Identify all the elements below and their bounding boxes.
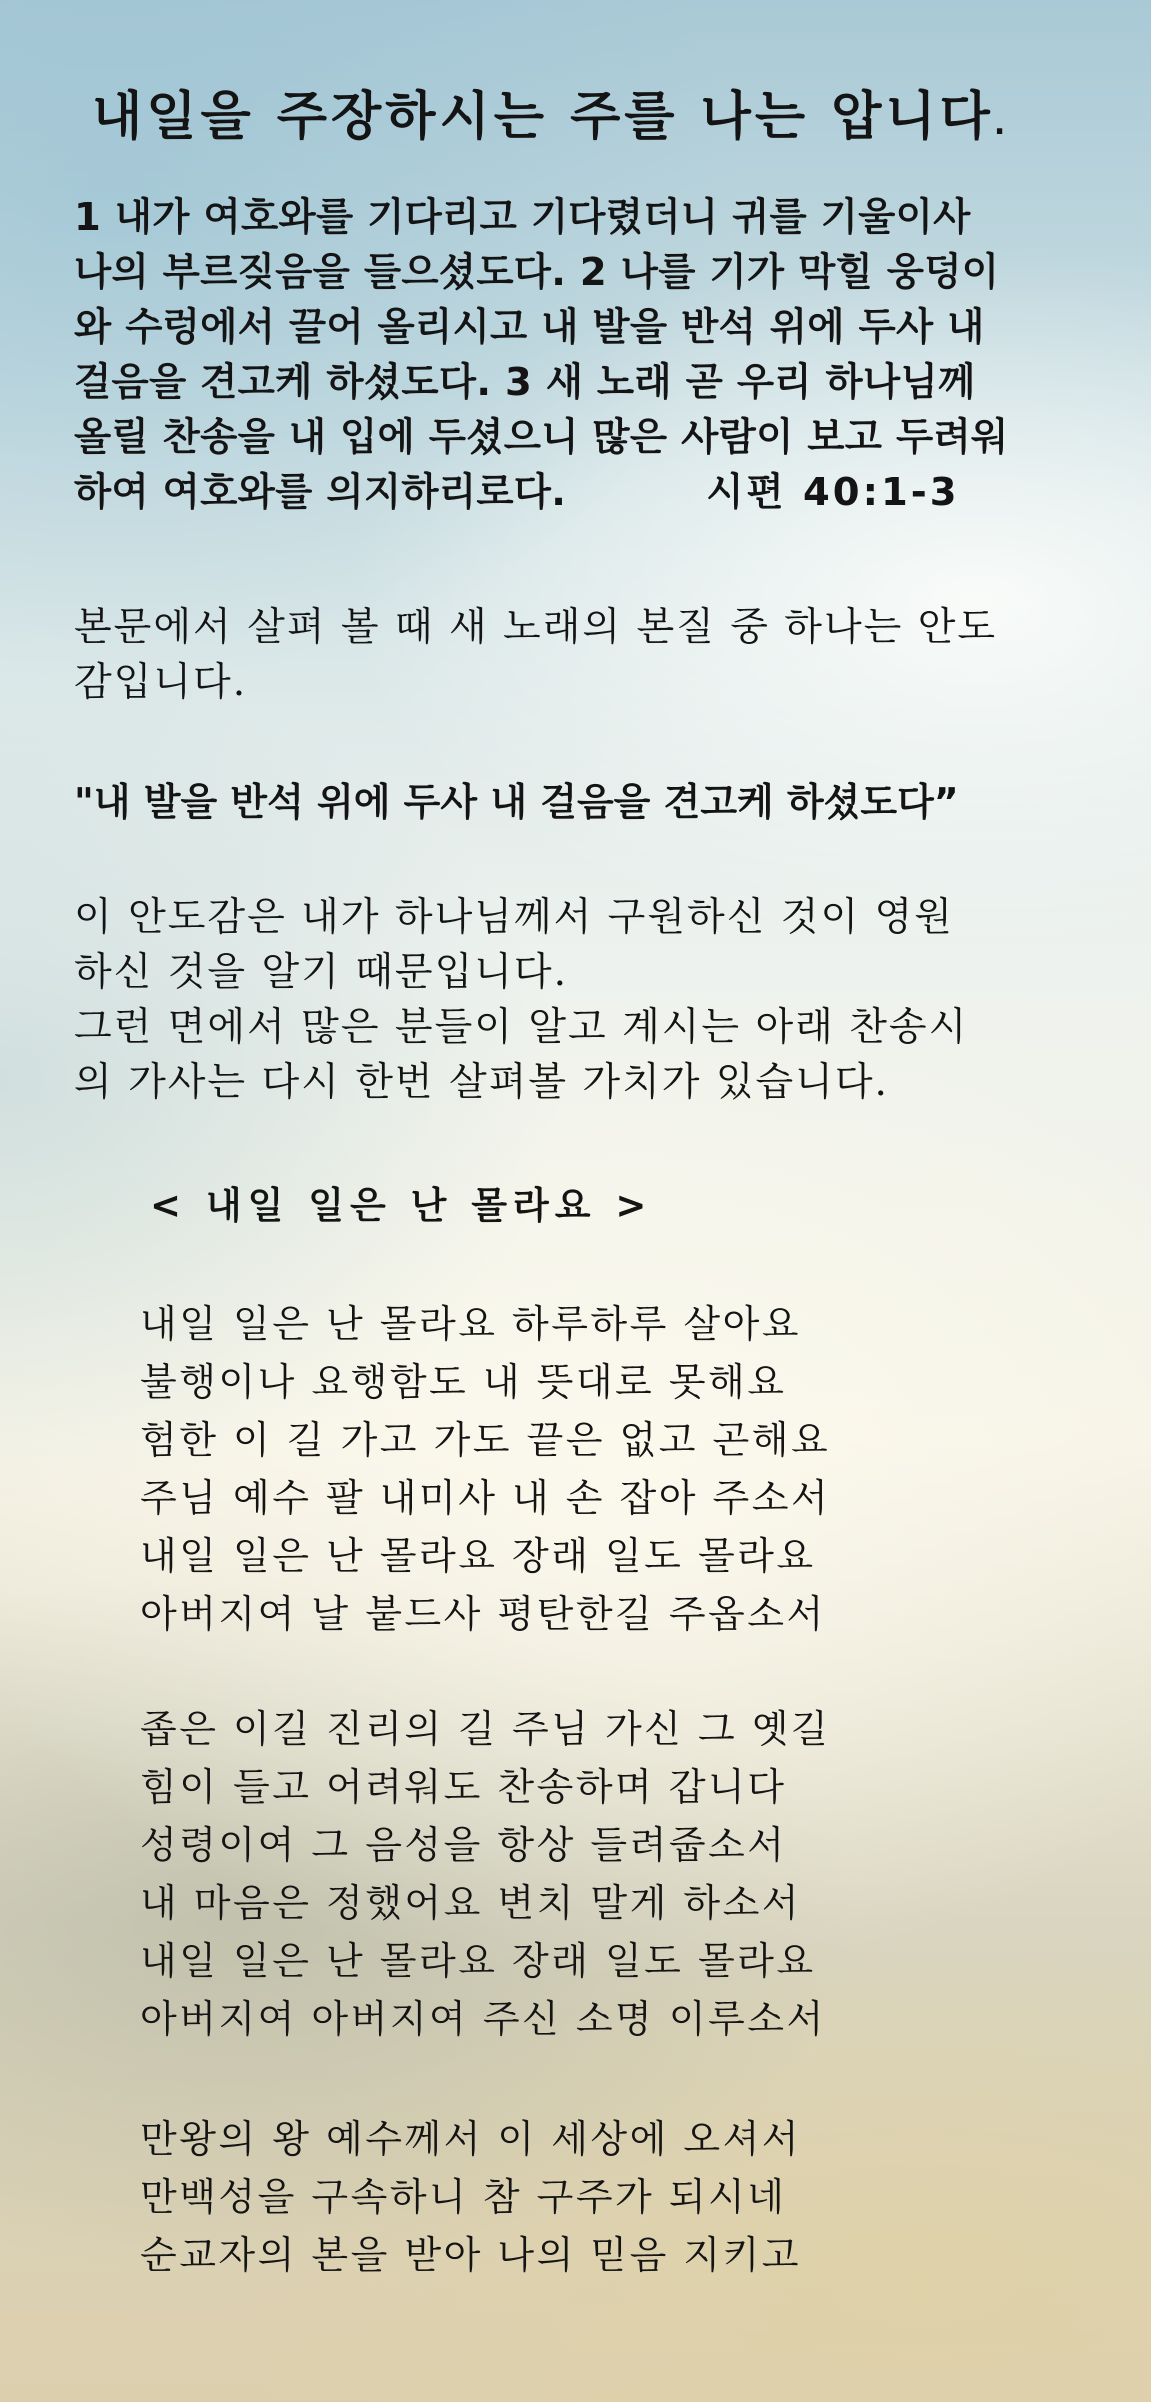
lyric-line: 아버지여 아버지여 주신 소명 이루소서: [140, 1997, 826, 2041]
lyric-line: 불행이나 요행함도 내 뜻대로 못해요: [140, 1360, 787, 1404]
lyric-line: 내일 일은 난 몰라요 장래 일도 몰라요: [140, 1939, 816, 1983]
explanation-line: 이 안도감은 내가 하나님께서 구원하신 것이 영원: [74, 895, 954, 940]
scripture-line-text: 하여 여호와를 의지하리로다.: [74, 470, 567, 515]
explanation-paragraph: [74, 890, 1094, 1110]
lyric-line: 힘이 들고 어려워도 찬송하며 갑니다: [140, 1765, 787, 1809]
intro-line: 본문에서 살펴 볼 때 새 노래의 본질 중 하나는 안도: [74, 605, 998, 650]
song-title: < 내일 일은 난 몰라요 >: [150, 1184, 653, 1227]
scripture-line: 나의 부르짖음을 들으셨도다. 2 나를 기가 막힐 웅덩이: [74, 250, 1000, 295]
lyric-line: 내 마음은 정했어요 변치 말게 하소서: [140, 1881, 802, 1925]
lyrics-verse-1: [140, 1295, 1100, 1643]
quote-line: [74, 775, 1094, 830]
lyric-line: 성령이여 그 음성을 항상 들려줍소서: [140, 1823, 787, 1867]
lyrics-verse-3: [140, 2110, 1100, 2284]
lyric-line: 주님 예수 팔 내미사 내 손 잡아 주소서: [140, 1476, 831, 1520]
scripture-reference: 시편 40:1-3: [706, 470, 960, 515]
intro-line: 감입니다.: [74, 660, 248, 705]
scripture-line: 올릴 찬송을 내 입에 두셨으니 많은 사람이 보고 두려워: [74, 415, 1009, 460]
lyric-line: 만왕의 왕 예수께서 이 세상에 오셔서: [140, 2117, 802, 2161]
lyric-line: 험한 이 길 가고 가도 끝은 없고 곤해요: [140, 1418, 831, 1462]
lyrics-verse-2: [140, 1700, 1100, 2048]
lyric-line: 만백성을 구속하니 참 구주가 되시네: [140, 2175, 787, 2219]
lyric-line: 순교자의 본을 받아 나의 믿음 지키고: [140, 2233, 802, 2277]
title-text: 내일을 주장하시는 주를 나는 압니다: [92, 87, 994, 147]
explanation-line: 의 가사는 다시 한번 살펴볼 가치가 있습니다.: [74, 1060, 889, 1105]
scripture-line: 와 수렁에서 끌어 올리시고 내 발을 반석 위에 두사 내: [74, 305, 985, 350]
lyric-line: 내일 일은 난 몰라요 하루하루 살아요: [140, 1302, 802, 1346]
scripture-line: 1 내가 여호와를 기다리고 기다렸더니 귀를 기울이사: [74, 195, 971, 240]
page-title: [92, 74, 1009, 149]
scripture-passage: [74, 190, 1094, 520]
intro-paragraph: [74, 600, 1094, 710]
quote-text: "내 발을 반석 위에 두사 내 걸음을 견고케 하셨도다”: [74, 780, 959, 824]
scripture-line-last: [74, 465, 1094, 520]
lyric-line: 아버지여 날 붙드사 평탄한길 주옵소서: [140, 1592, 826, 1636]
lyric-line: 좁은 이길 진리의 길 주님 가신 그 옛길: [140, 1707, 831, 1751]
explanation-line: 그런 면에서 많은 분들이 알고 계시는 아래 찬송시: [74, 1005, 969, 1050]
scripture-line: 걸음을 견고케 하셨도다. 3 새 노래 곧 우리 하나님께: [74, 360, 976, 405]
lyric-line: 내일 일은 난 몰라요 장래 일도 몰라요: [140, 1534, 816, 1578]
title-period: .: [993, 107, 1010, 142]
explanation-line: 하신 것을 알기 때문입니다.: [74, 950, 569, 995]
